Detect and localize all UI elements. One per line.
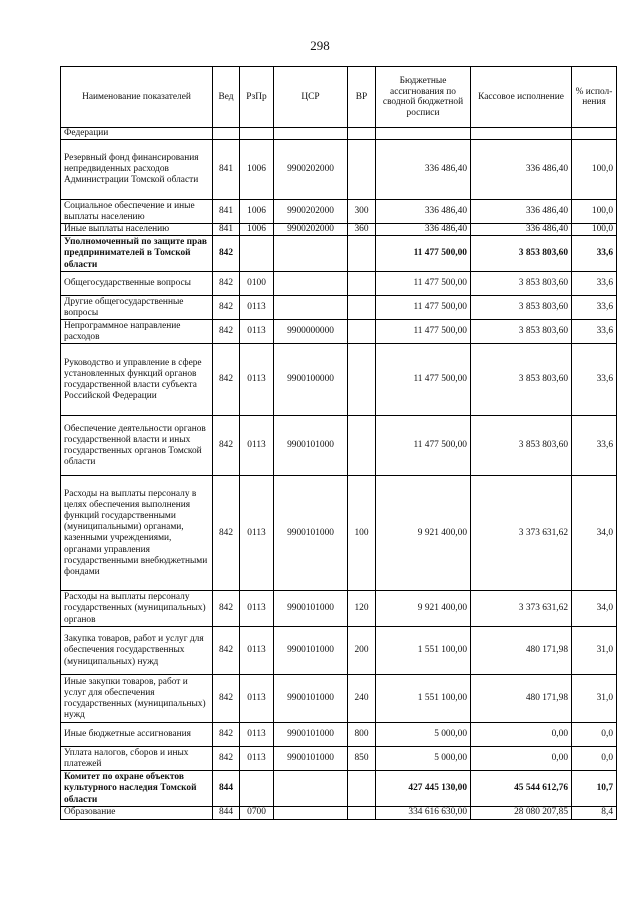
table-row — [61, 675, 617, 723]
cell-rzpr — [240, 128, 274, 140]
cell-name: Социальное обеспечение и иные выплаты населению — [61, 200, 213, 224]
cell-rzpr: 0113 — [240, 723, 274, 747]
table-row — [61, 224, 617, 236]
cell-vr — [348, 296, 376, 320]
cell-name: Обеспечение деятельности органов государственной власти и иных государственных органов Томской области — [61, 416, 213, 476]
cell-vr — [348, 140, 376, 200]
cell-vr: 120 — [348, 591, 376, 627]
cell-name: Общегосударственные вопросы — [61, 272, 213, 296]
cell-ved: 842 — [213, 320, 240, 344]
cell-cash — [471, 128, 572, 140]
cell-pct: 31,0 — [572, 627, 617, 675]
cell-csr: 9900202000 — [274, 200, 348, 224]
cell-csr — [274, 807, 348, 819]
header-name: Наименование показателей — [61, 67, 213, 128]
cell-vr — [348, 236, 376, 272]
table-row — [61, 476, 617, 591]
cell-plan: 5 000,00 — [376, 747, 471, 771]
cell-name: Непрограммное направление расходов — [61, 320, 213, 344]
header-vr: ВР — [348, 67, 376, 128]
cell-csr: 9900000000 — [274, 320, 348, 344]
cell-plan: 11 477 500,00 — [376, 272, 471, 296]
cell-ved — [213, 128, 240, 140]
table-row — [61, 591, 617, 627]
cell-cash: 0,00 — [471, 747, 572, 771]
header-ved: Вед — [213, 67, 240, 128]
cell-vr — [348, 128, 376, 140]
cell-cash: 480 171,98 — [471, 675, 572, 723]
cell-csr: 9900101000 — [274, 747, 348, 771]
cell-pct — [572, 128, 617, 140]
cell-vr: 850 — [348, 747, 376, 771]
cell-pct: 34,0 — [572, 476, 617, 591]
page-number: 298 — [310, 38, 330, 53]
cell-ved: 844 — [213, 771, 240, 807]
cell-rzpr: 0700 — [240, 807, 274, 819]
header-cash: Кассовое исполнение — [471, 67, 572, 128]
cell-pct: 100,0 — [572, 224, 617, 236]
cell-name: Расходы на выплаты персоналу государственных (муниципальных) органов — [61, 591, 213, 627]
cell-plan: 1 551 100,00 — [376, 675, 471, 723]
cell-vr — [348, 771, 376, 807]
table-row — [61, 416, 617, 476]
cell-name: Иные выплаты населению — [61, 224, 213, 236]
cell-vr — [348, 320, 376, 344]
cell-rzpr: 0113 — [240, 416, 274, 476]
table-row-department — [61, 236, 617, 272]
cell-name: Образование — [61, 807, 213, 819]
cell-pct: 33,6 — [572, 344, 617, 416]
cell-csr: 9900202000 — [274, 140, 348, 200]
cell-pct: 33,6 — [572, 272, 617, 296]
cell-name: Иные закупки товаров, работ и услуг для обеспечения государственных (муниципальных) нужд — [61, 675, 213, 723]
cell-cash: 28 080 207,85 — [471, 807, 572, 819]
cell-ved: 842 — [213, 236, 240, 272]
table-row — [61, 272, 617, 296]
cell-rzpr: 0113 — [240, 591, 274, 627]
cell-plan: 336 486,40 — [376, 224, 471, 236]
cell-csr: 9900101000 — [274, 591, 348, 627]
cell-vr — [348, 344, 376, 416]
cell-rzpr: 1006 — [240, 140, 274, 200]
cell-plan: 1 551 100,00 — [376, 627, 471, 675]
cell-plan: 11 477 500,00 — [376, 416, 471, 476]
table-row — [61, 627, 617, 675]
cell-rzpr: 0113 — [240, 675, 274, 723]
cell-cash: 336 486,40 — [471, 140, 572, 200]
table-row-department — [61, 771, 617, 807]
cell-ved: 842 — [213, 296, 240, 320]
table-row — [61, 807, 617, 819]
cell-ved: 842 — [213, 272, 240, 296]
cell-csr: 9900100000 — [274, 344, 348, 416]
cell-ved: 842 — [213, 476, 240, 591]
table-row — [61, 723, 617, 747]
cell-ved: 842 — [213, 344, 240, 416]
cell-ved: 842 — [213, 675, 240, 723]
cell-cash: 480 171,98 — [471, 627, 572, 675]
table-row — [61, 320, 617, 344]
cell-name: Другие общегосударственные вопросы — [61, 296, 213, 320]
cell-ved: 842 — [213, 416, 240, 476]
cell-cash: 3 853 803,60 — [471, 344, 572, 416]
cell-plan: 11 477 500,00 — [376, 296, 471, 320]
cell-rzpr: 0100 — [240, 272, 274, 296]
cell-plan — [376, 128, 471, 140]
cell-rzpr: 1006 — [240, 224, 274, 236]
cell-ved: 844 — [213, 807, 240, 819]
cell-rzpr: 1006 — [240, 200, 274, 224]
cell-rzpr: 0113 — [240, 476, 274, 591]
cell-cash: 0,00 — [471, 723, 572, 747]
cell-pct: 33,6 — [572, 236, 617, 272]
cell-csr: 9900101000 — [274, 627, 348, 675]
cell-cash: 3 373 631,62 — [471, 476, 572, 591]
cell-csr: 9900202000 — [274, 224, 348, 236]
cell-csr — [274, 128, 348, 140]
cell-vr — [348, 807, 376, 819]
cell-plan: 336 486,40 — [376, 200, 471, 224]
cell-rzpr: 0113 — [240, 627, 274, 675]
cell-rzpr — [240, 771, 274, 807]
header-pct: % испол-нения — [572, 67, 617, 128]
cell-csr: 9900101000 — [274, 476, 348, 591]
cell-csr — [274, 236, 348, 272]
cell-name: Руководство и управление в сфере установленных функций органов государственной власти субъекта Российской Федерации — [61, 344, 213, 416]
cell-pct: 33,6 — [572, 416, 617, 476]
cell-vr — [348, 416, 376, 476]
table-row — [61, 344, 617, 416]
cell-plan: 9 921 400,00 — [376, 476, 471, 591]
cell-csr: 9900101000 — [274, 723, 348, 747]
table-row — [61, 296, 617, 320]
cell-csr: 9900101000 — [274, 416, 348, 476]
table-row — [61, 140, 617, 200]
header-rzpr: РзПр — [240, 67, 274, 128]
cell-vr — [348, 272, 376, 296]
cell-cash: 3 853 803,60 — [471, 416, 572, 476]
cell-plan: 427 445 130,00 — [376, 771, 471, 807]
cell-plan: 9 921 400,00 — [376, 591, 471, 627]
table-body — [61, 128, 617, 820]
cell-name: Закупка товаров, работ и услуг для обеспечения государственных (муниципальных) нужд — [61, 627, 213, 675]
cell-vr: 800 — [348, 723, 376, 747]
cell-pct: 33,6 — [572, 296, 617, 320]
cell-pct: 8,4 — [572, 807, 617, 819]
table-row — [61, 200, 617, 224]
cell-ved: 842 — [213, 747, 240, 771]
cell-csr — [274, 771, 348, 807]
cell-ved: 841 — [213, 200, 240, 224]
cell-pct: 0,0 — [572, 747, 617, 771]
cell-csr — [274, 296, 348, 320]
cell-plan: 11 477 500,00 — [376, 236, 471, 272]
budget-execution-table — [60, 66, 617, 820]
cell-cash: 3 853 803,60 — [471, 296, 572, 320]
cell-pct: 10,7 — [572, 771, 617, 807]
cell-cash: 336 486,40 — [471, 224, 572, 236]
cell-vr: 300 — [348, 200, 376, 224]
cell-plan: 334 616 630,00 — [376, 807, 471, 819]
cell-ved: 842 — [213, 627, 240, 675]
table-header-row — [61, 67, 617, 128]
cell-name: Уполномоченный по защите прав предпринимателей в Томской области — [61, 236, 213, 272]
cell-csr — [274, 272, 348, 296]
cell-ved: 841 — [213, 224, 240, 236]
cell-name: Иные бюджетные ассигнования — [61, 723, 213, 747]
cell-ved: 841 — [213, 140, 240, 200]
cell-name: Федерации — [61, 128, 213, 140]
cell-rzpr — [240, 236, 274, 272]
cell-rzpr: 0113 — [240, 320, 274, 344]
cell-pct: 100,0 — [572, 140, 617, 200]
cell-rzpr: 0113 — [240, 296, 274, 320]
table-row — [61, 128, 617, 140]
cell-pct: 31,0 — [572, 675, 617, 723]
cell-pct: 33,6 — [572, 320, 617, 344]
header-plan: Бюджетные ассигнования по сводной бюджетной росписи — [376, 67, 471, 128]
cell-cash: 3 853 803,60 — [471, 236, 572, 272]
cell-pct: 34,0 — [572, 591, 617, 627]
cell-vr: 100 — [348, 476, 376, 591]
cell-name: Резервный фонд финансирования непредвиденных расходов Администрации Томской области — [61, 140, 213, 200]
cell-csr: 9900101000 — [274, 675, 348, 723]
cell-cash: 336 486,40 — [471, 200, 572, 224]
cell-plan: 5 000,00 — [376, 723, 471, 747]
cell-name: Комитет по охране объектов культурного наследия Томской области — [61, 771, 213, 807]
table-row — [61, 747, 617, 771]
cell-plan: 11 477 500,00 — [376, 320, 471, 344]
cell-name: Уплата налогов, сборов и иных платежей — [61, 747, 213, 771]
cell-vr: 200 — [348, 627, 376, 675]
cell-cash: 3 853 803,60 — [471, 272, 572, 296]
cell-rzpr: 0113 — [240, 747, 274, 771]
cell-pct: 0,0 — [572, 723, 617, 747]
cell-cash: 45 544 612,76 — [471, 771, 572, 807]
cell-vr: 360 — [348, 224, 376, 236]
cell-cash: 3 373 631,62 — [471, 591, 572, 627]
cell-ved: 842 — [213, 591, 240, 627]
cell-plan: 336 486,40 — [376, 140, 471, 200]
cell-pct: 100,0 — [572, 200, 617, 224]
cell-plan: 11 477 500,00 — [376, 344, 471, 416]
cell-cash: 3 853 803,60 — [471, 320, 572, 344]
cell-ved: 842 — [213, 723, 240, 747]
cell-vr: 240 — [348, 675, 376, 723]
header-csr: ЦСР — [274, 67, 348, 128]
cell-name: Расходы на выплаты персоналу в целях обеспечения выполнения функций государственными (муниципальными) органами, казенными учреждениями, органами управления государственными внебюджетными фондами — [61, 476, 213, 591]
cell-rzpr: 0113 — [240, 344, 274, 416]
